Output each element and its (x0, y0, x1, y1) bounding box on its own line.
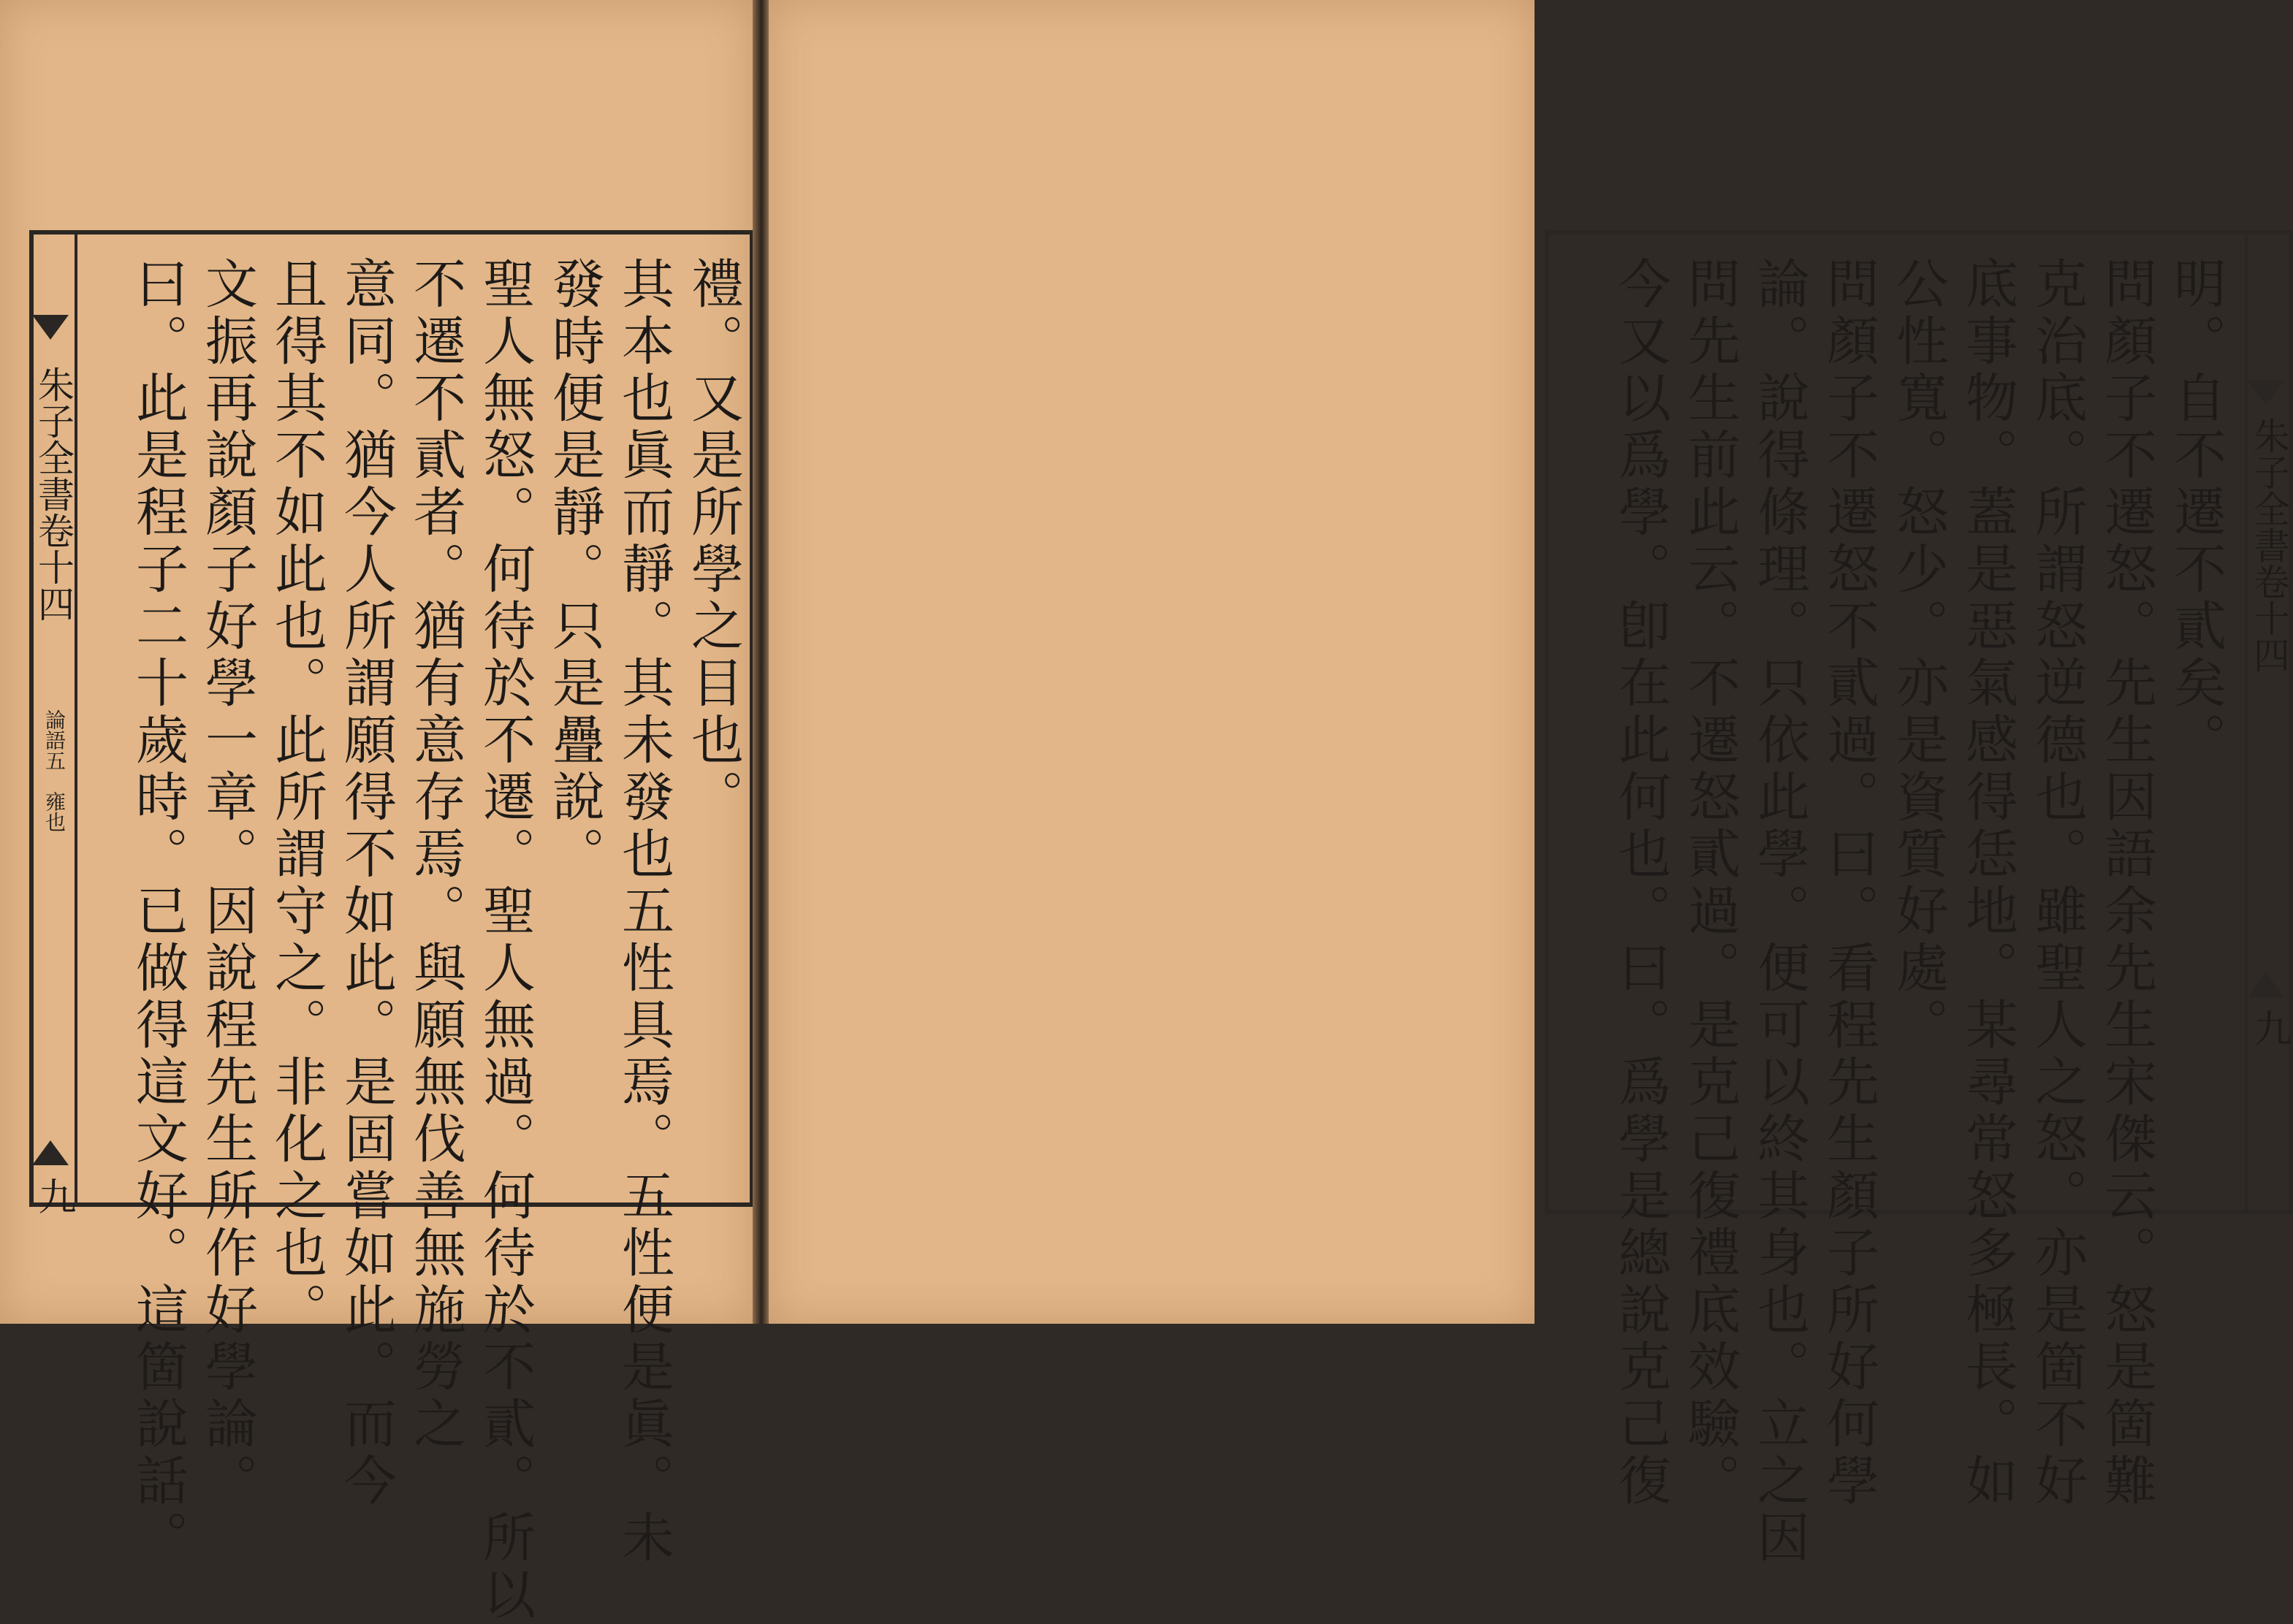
text-column: 公性寬。怒少。亦是資質好處。 (1887, 256, 1949, 1054)
left-page (0, 0, 753, 1624)
book-spine (753, 0, 769, 1324)
text-column: 問顏子不遷怒不貳過。曰。看程先生顏子所好何學 (1818, 256, 1879, 1510)
left-banxin (29, 235, 77, 1215)
right-page (769, 0, 2291, 1567)
text-column: 且得其不如此也。此所謂守之。非化之也。 (266, 256, 327, 1339)
fish-tail-ornament-top (2248, 381, 2284, 405)
text-column: 今又以爲學。卽在此何也。曰。爲學是總說克己復 (1610, 256, 1671, 1510)
text-column: 發時便是靜。只是疊說。 (544, 256, 605, 883)
banxin-page-number: 九 (31, 1177, 75, 1215)
text-column: 禮。又是所學之目也。 (682, 256, 744, 826)
fish-tail-ornament-bottom (32, 1140, 69, 1165)
fish-tail-ornament-top (32, 315, 69, 340)
text-column: 明。自不遷不貳矣。 (2165, 256, 2227, 769)
fish-tail-ornament-bottom (2248, 972, 2284, 997)
text-column: 其本也眞而靜。其未發也五性具焉。五性便是眞。未 (613, 256, 674, 1567)
banxin-title: 朱子全書卷十四 (2248, 417, 2290, 673)
text-column: 問先生前此云。不遷怒貳過。是克己復禮底效驗。 (1679, 256, 1741, 1510)
text-column: 文振再說顏子好學一章。因說程先生所作好學論。 (197, 256, 258, 1510)
right-banxin (2245, 235, 2293, 1210)
text-column: 曰。此是程子二十歲時。已做得這文好。這箇說話。 (127, 256, 189, 1567)
text-column: 意同。猶今人所謂願得不如此。是固嘗如此。而今 (335, 256, 397, 1510)
text-column: 問顏子不遷怒。先生因語余先生宋傑云。怒是箇難 (2096, 256, 2157, 1510)
text-column: 不遷不貳者。猶有意存焉。與願無伐善無施勞之 (405, 256, 466, 1453)
banxin-page-number: 九 (2247, 1009, 2291, 1047)
right-page-frame (1545, 230, 2293, 1567)
left-page-frame (29, 230, 754, 1624)
banxin-section: 論語五 雍也 (42, 709, 66, 832)
banxin-title: 朱子全書卷十四 (32, 366, 75, 622)
text-column: 克治底。所謂怒逆德也。雖聖人之怒。亦是箇不好 (2026, 256, 2088, 1510)
text-column: 聖人無怒。何待於不遷。聖人無過。何待於不貳。所以 (474, 256, 536, 1624)
text-column: 論。說得條理。只依此學。便可以終其身也。立之因 (1749, 256, 1810, 1567)
text-column: 底事物。蓋是惡氣感得恁地。某尋常怒多極長。如 (1957, 256, 2018, 1510)
